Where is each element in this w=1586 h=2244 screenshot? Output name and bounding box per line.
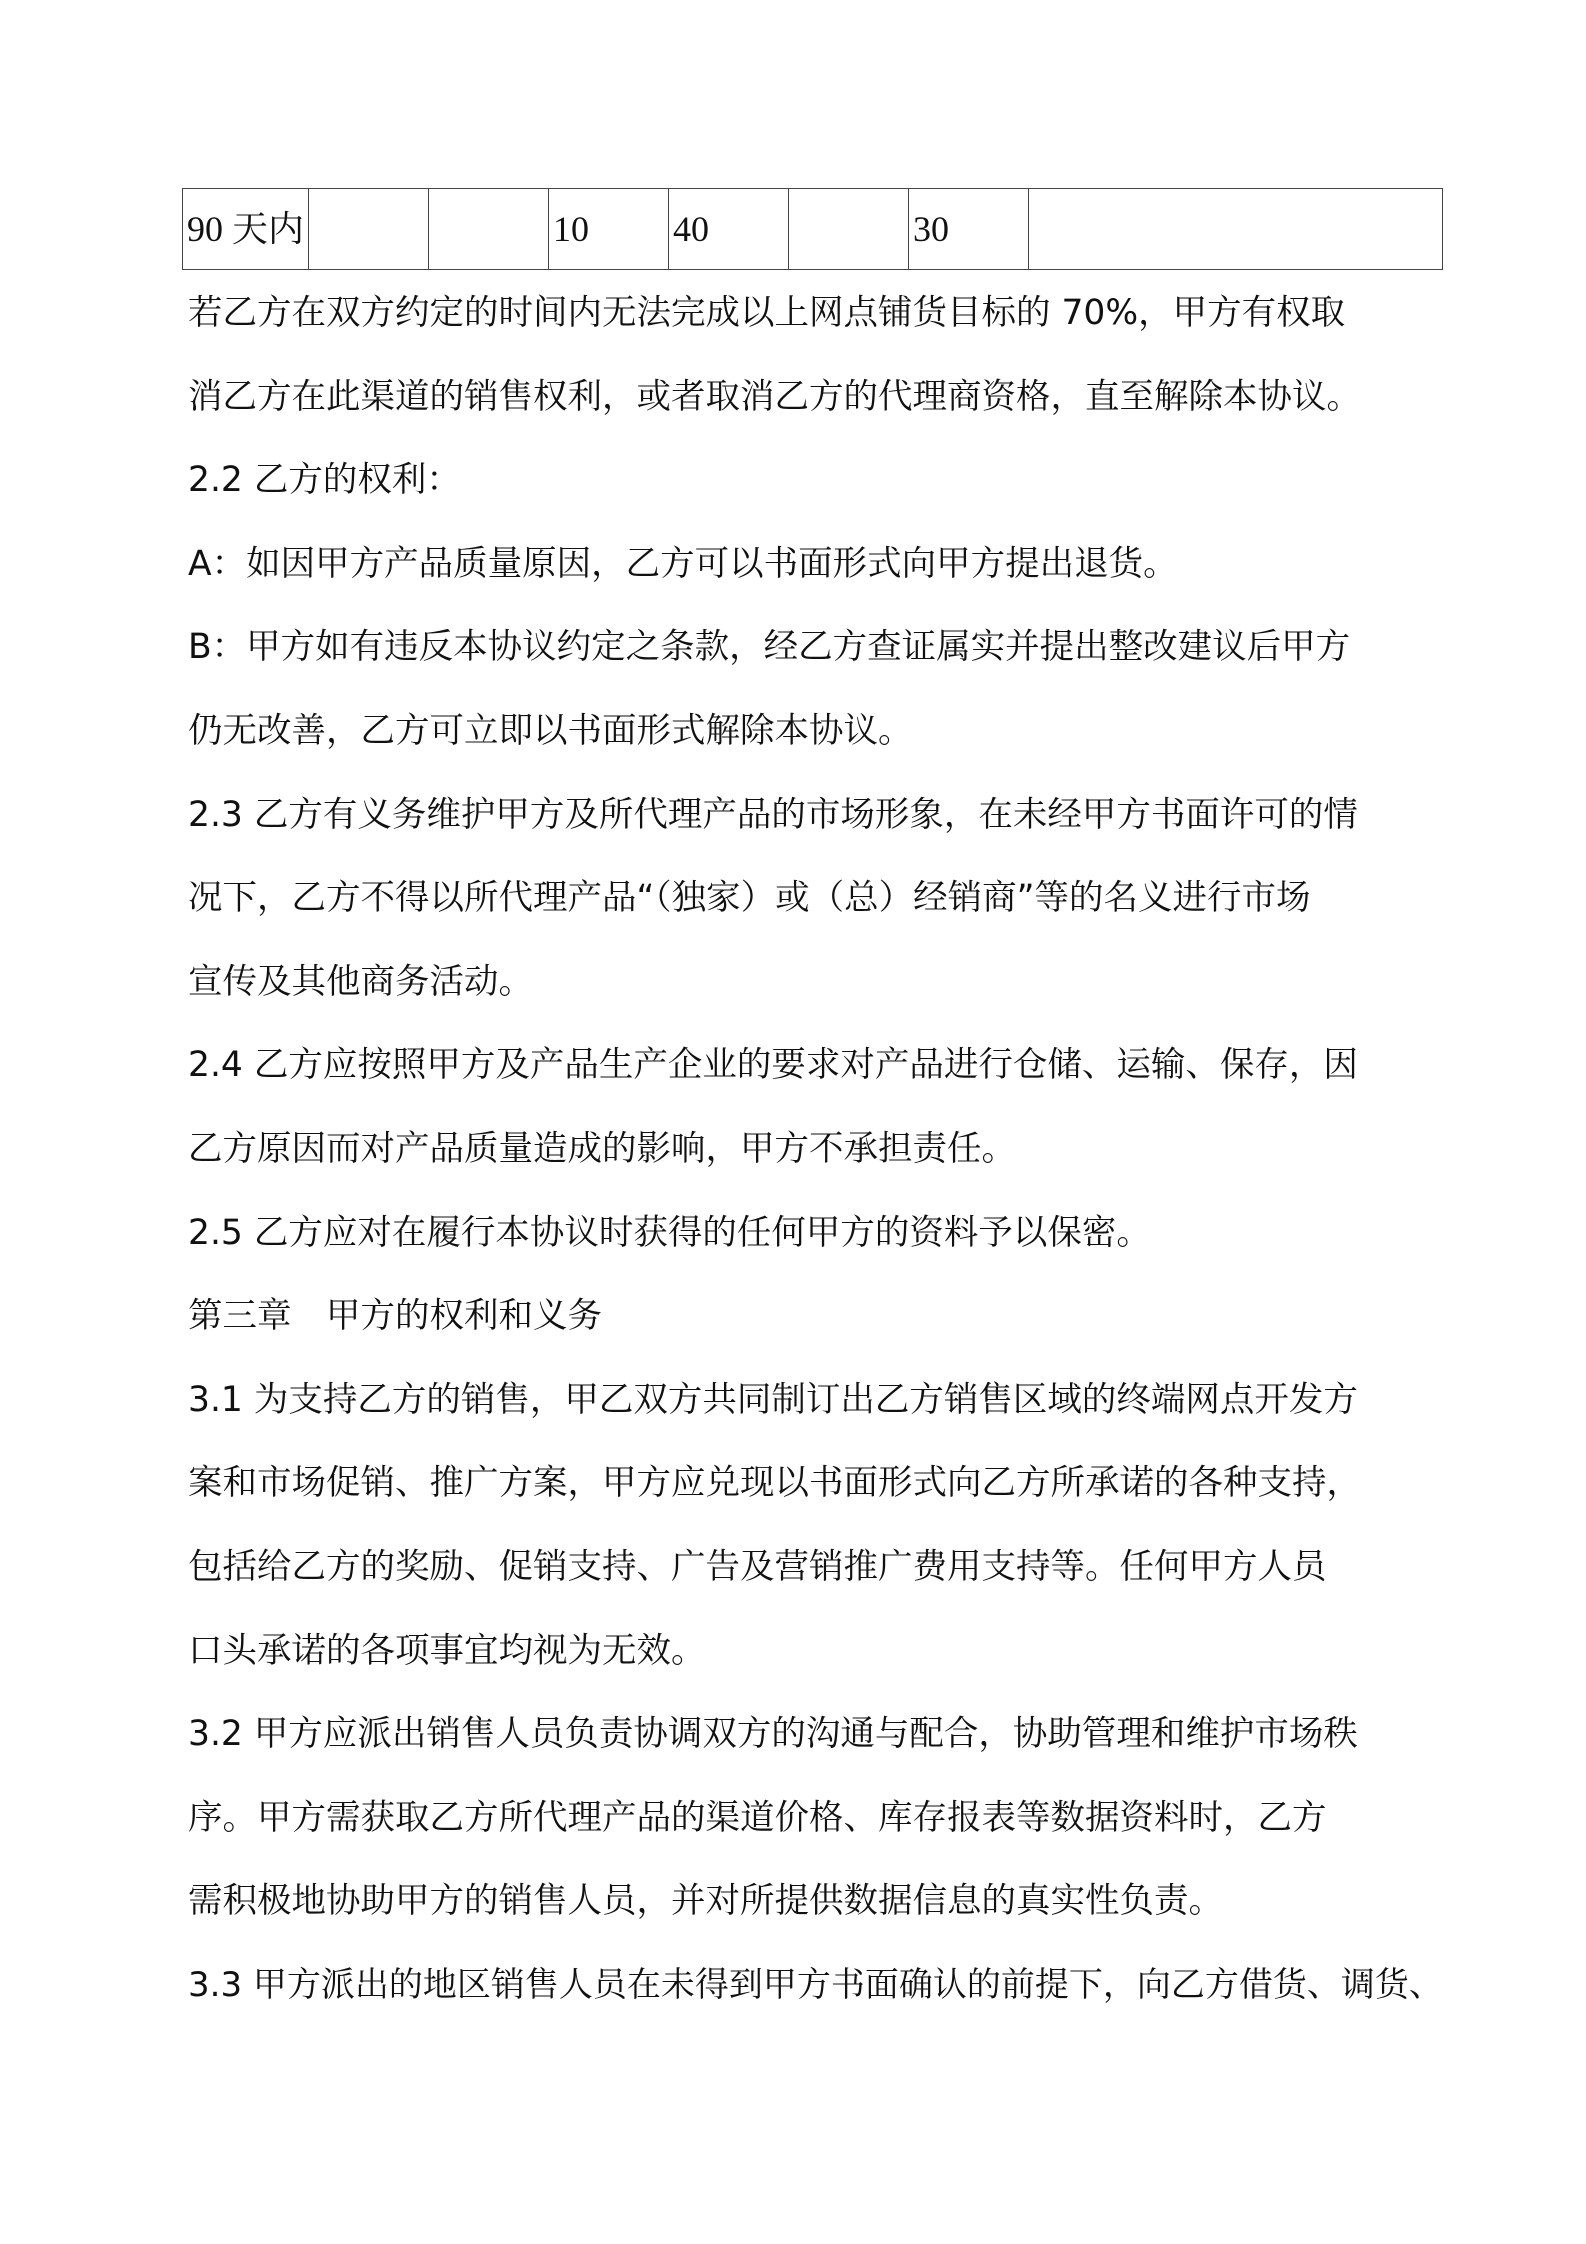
chapter-heading: 第三章 甲方的权利和义务 <box>188 1296 602 1337</box>
text-line: 2.5 乙方应对在履行本协议时获得的任何甲方的资料予以保密。 <box>188 1212 1151 1253</box>
table-row <box>183 189 1443 270</box>
text-line: 况下，乙方不得以所代理产品“（独家）或（总）经销商”等的名义进行市场 <box>188 878 1311 919</box>
text-line: 序。甲方需获取乙方所代理产品的渠道价格、库存报表等数据资料时，乙方 <box>188 1797 1327 1838</box>
text-line: 包括给乙方的奖励、促销支持、广告及营销推广费用支持等。任何甲方人员 <box>188 1546 1327 1587</box>
text-line: 口头承诺的各项事宜均视为无效。 <box>188 1630 706 1671</box>
text-line: 3.3 甲方派出的地区销售人员在未得到甲方书面确认的前提下，向乙方借货、调货、 <box>188 1964 1443 2005</box>
table-cell <box>429 189 549 270</box>
table-cell <box>789 189 909 270</box>
agreement-body-text <box>188 272 1448 2027</box>
text-line: 3.1 为支持乙方的销售，甲乙双方共同制订出乙方销售区域的终端网点开发方 <box>188 1379 1358 1420</box>
text-line: 需积极地协助甲方的销售人员，并对所提供数据信息的真实性负责。 <box>188 1881 1223 1922</box>
table-cell: 10 <box>549 189 669 270</box>
table-cell-period: 90 天内 <box>183 189 309 270</box>
text-line: 若乙方在双方约定的时间内无法完成以上网点铺货目标的 70%，甲方有权取 <box>188 293 1346 333</box>
text-line: 案和市场促销、推广方案，甲方应兑现以书面形式向乙方所承诺的各种支持， <box>188 1463 1361 1504</box>
table-cell <box>1029 189 1443 270</box>
distribution-target-table <box>182 188 1443 270</box>
section-heading-2-2: 2.2 乙方的权利： <box>188 460 461 501</box>
table-cell: 40 <box>669 189 789 270</box>
table-cell: 30 <box>909 189 1029 270</box>
text-line: A：如因甲方产品质量原因，乙方可以书面形式向甲方提出退货。 <box>188 543 1178 584</box>
text-line: 宣传及其他商务活动。 <box>188 961 533 1002</box>
text-line: 2.3 乙方有义务维护甲方及所代理产品的市场形象，在未经甲方书面许可的情 <box>188 794 1358 835</box>
text-line: B：甲方如有违反本协议约定之条款，经乙方查证属实并提出整改建议后甲方 <box>188 627 1351 668</box>
text-line: 3.2 甲方应派出销售人员负责协调双方的沟通与配合，协助管理和维护市场秩 <box>188 1714 1358 1755</box>
text-line: 仍无改善，乙方可立即以书面形式解除本协议。 <box>188 710 913 751</box>
text-line: 2.4 乙方应按照甲方及产品生产企业的要求对产品进行仓储、运输、保存，因 <box>188 1045 1358 1086</box>
table-cell <box>309 189 429 270</box>
text-line: 消乙方在此渠道的销售权利，或者取消乙方的代理商资格，直至解除本协议。 <box>188 376 1361 417</box>
text-line: 乙方原因而对产品质量造成的影响，甲方不承担责任。 <box>188 1128 1016 1169</box>
